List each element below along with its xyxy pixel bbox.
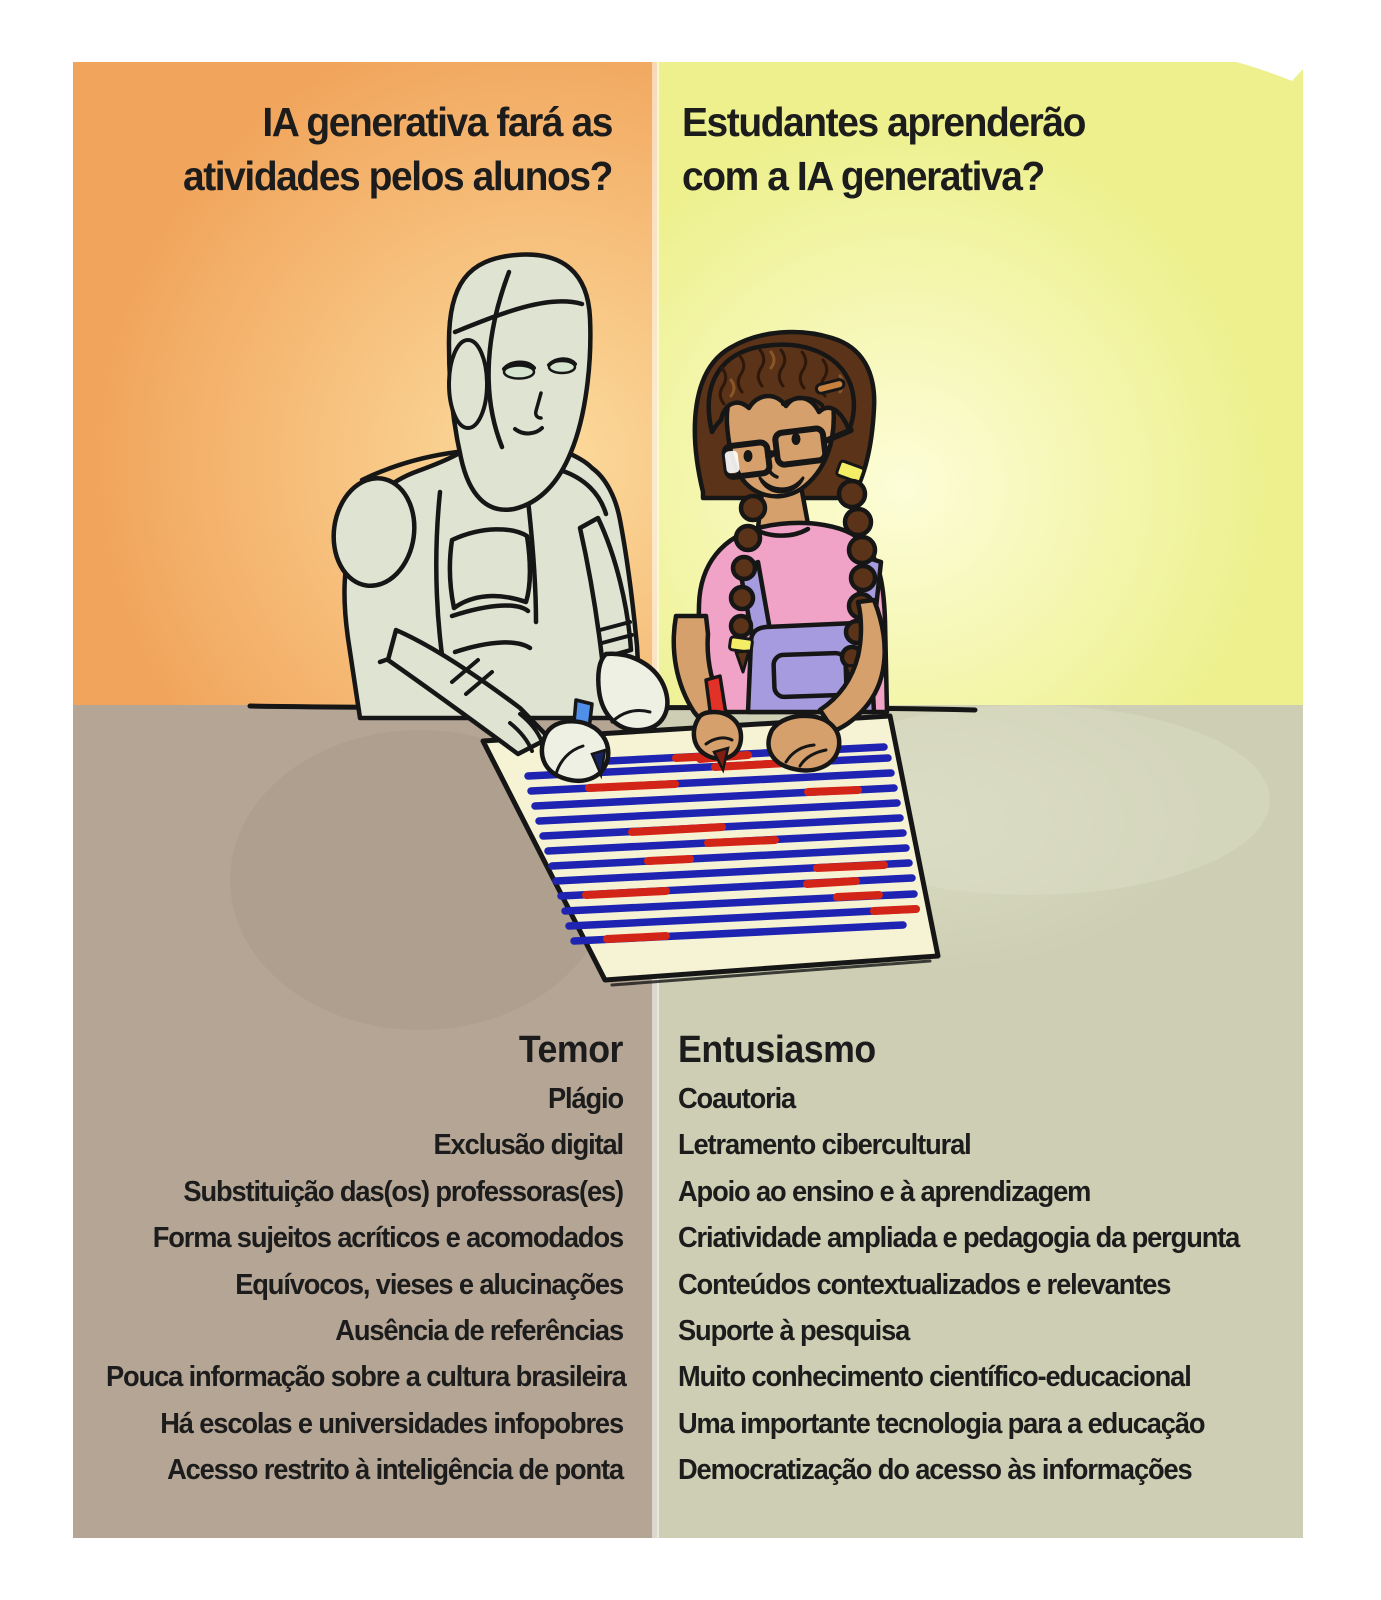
list-item: Acesso restrito à inteligência de ponta	[167, 1454, 623, 1487]
list-item: Pouca informação sobre a cultura brasileira	[106, 1361, 626, 1394]
list-item: Suporte à pesquisa	[678, 1314, 910, 1347]
list-item: Exclusão digital	[433, 1129, 623, 1162]
question-right	[682, 95, 1262, 203]
question-left	[100, 95, 612, 203]
list-item: Equívocos, vieses e alucinações	[235, 1268, 623, 1301]
list-item: Há escolas e universidades infopobres	[160, 1407, 623, 1440]
question-right-line1: Estudantes aprenderão	[682, 99, 1085, 145]
enthusiasm-heading: Entusiasmo	[678, 1029, 876, 1071]
list-item: Plágio	[547, 1083, 623, 1115]
list-item: Coautoria	[678, 1083, 796, 1115]
fears-list	[106, 1076, 626, 1494]
enthusiasm-list	[678, 1076, 1256, 1494]
list-item: Ausência de referências	[335, 1314, 623, 1347]
list-item: Letramento cibercultural	[678, 1129, 971, 1162]
center-seam	[652, 62, 659, 1538]
list-item: Apoio ao ensino e à aprendizagem	[678, 1175, 1091, 1208]
list-item: Conteúdos contextualizados e relevantes	[678, 1268, 1171, 1301]
list-item: Forma sujeitos acríticos e acomodados	[152, 1222, 623, 1255]
list-item: Muito conhecimento científico-educacional	[678, 1361, 1191, 1394]
list-item: Criatividade ampliada e pedagogia da pergunta	[678, 1222, 1240, 1255]
question-right-line2: com a IA generativa?	[682, 153, 1044, 199]
list-item: Uma importante tecnologia para a educação	[678, 1407, 1205, 1440]
question-left-line2: atividades pelos alunos?	[183, 153, 612, 199]
list-item: Democratização do acesso às informações	[678, 1454, 1192, 1487]
fears-heading: Temor	[518, 1029, 623, 1071]
artwork-area	[73, 62, 1303, 1538]
list-item: Substituição das(os) professoras(es)	[183, 1175, 623, 1208]
question-left-line1: IA generativa fará as	[262, 99, 612, 145]
